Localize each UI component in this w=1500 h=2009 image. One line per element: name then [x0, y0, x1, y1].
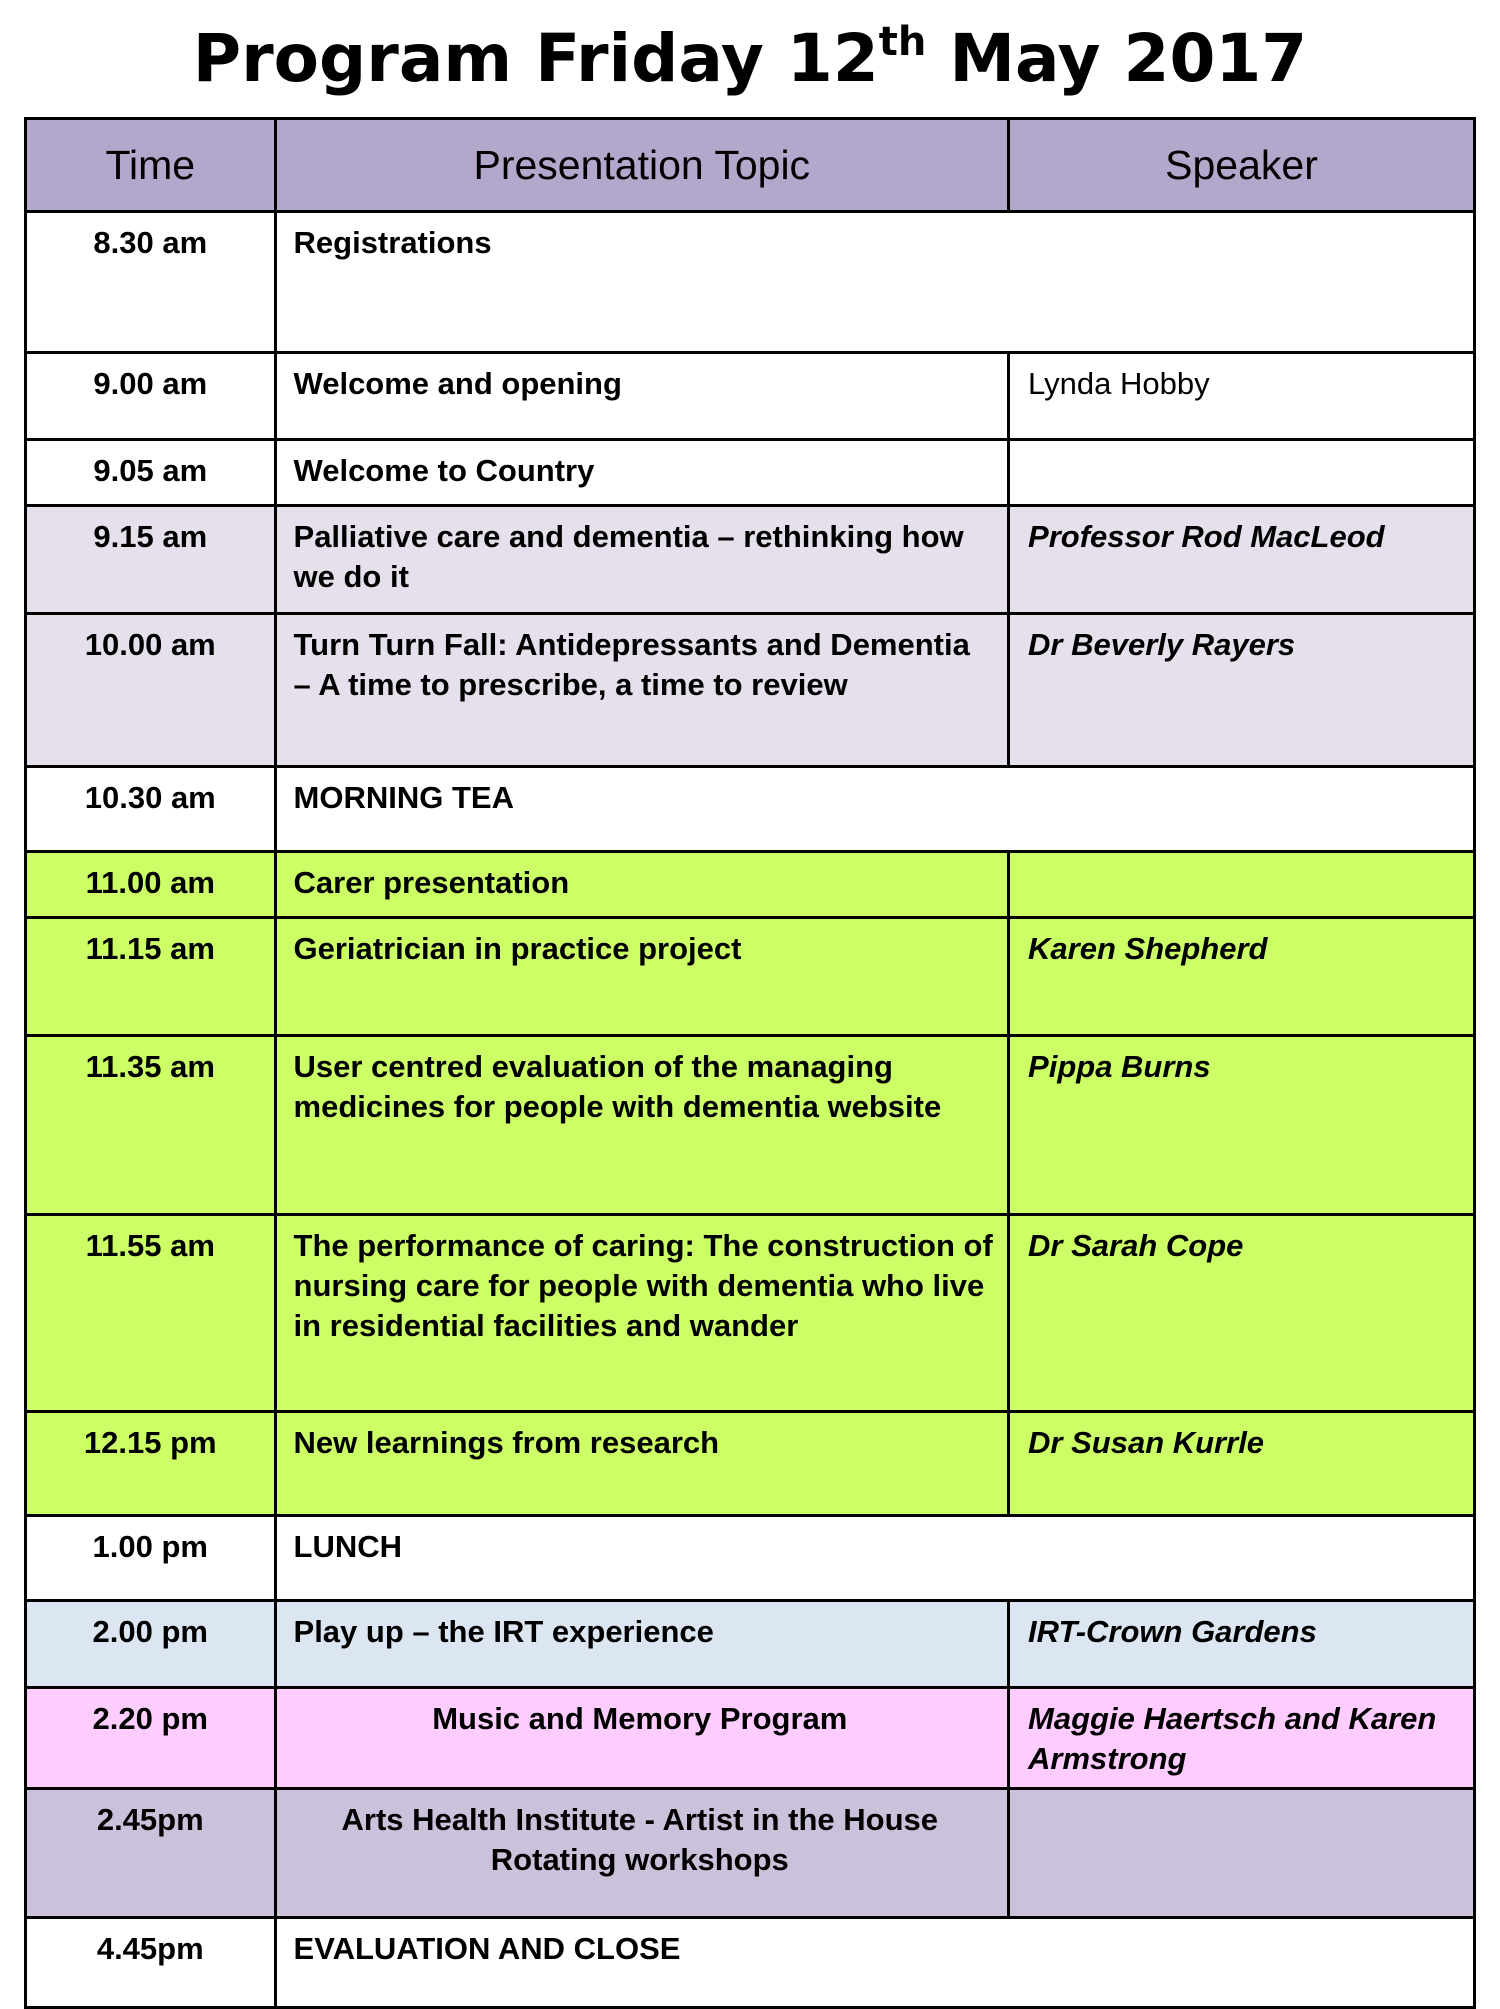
row-speaker: Maggie Haertsch and Karen Armstrong — [1009, 1688, 1475, 1789]
row-topic: Geriatrician in practice project — [275, 918, 1009, 1036]
row-speaker: Professor Rod MacLeod — [1009, 506, 1475, 614]
header-speaker: Speaker — [1009, 119, 1475, 212]
row-topic: Play up – the IRT experience — [275, 1601, 1009, 1688]
row-time: 2.00 pm — [26, 1601, 276, 1688]
row-time: 9.00 am — [26, 353, 276, 440]
table-row — [26, 767, 1475, 852]
program-table — [24, 117, 1476, 2009]
title-prefix: Program Friday 12 — [192, 20, 879, 97]
table-row — [26, 353, 1475, 440]
row-time: 11.55 am — [26, 1215, 276, 1412]
row-topic: Registrations — [275, 212, 1474, 353]
row-time: 10.30 am — [26, 767, 276, 852]
row-time: 4.45pm — [26, 1918, 276, 2008]
row-speaker: Karen Shepherd — [1009, 918, 1475, 1036]
table-row — [26, 614, 1475, 767]
row-time: 10.00 am — [26, 614, 276, 767]
row-speaker: Dr Beverly Rayers — [1009, 614, 1475, 767]
title-suffix: May 2017 — [926, 20, 1308, 97]
row-topic: Welcome and opening — [275, 353, 1009, 440]
row-topic: Welcome to Country — [275, 440, 1009, 506]
row-speaker: Dr Sarah Cope — [1009, 1215, 1475, 1412]
header-topic: Presentation Topic — [275, 119, 1009, 212]
row-speaker — [1009, 440, 1475, 506]
row-time: 9.15 am — [26, 506, 276, 614]
row-topic: MORNING TEA — [275, 767, 1474, 852]
row-time: 11.15 am — [26, 918, 276, 1036]
table-row — [26, 506, 1475, 614]
header-time: Time — [26, 119, 276, 212]
row-time: 2.45pm — [26, 1789, 276, 1918]
row-speaker: IRT-Crown Gardens — [1009, 1601, 1475, 1688]
row-topic: Palliative care and dementia – rethinking how we do it — [275, 506, 1009, 614]
row-speaker: Dr Susan Kurrle — [1009, 1412, 1475, 1516]
table-row — [26, 212, 1475, 353]
table-row — [26, 1412, 1475, 1516]
row-topic: EVALUATION AND CLOSE — [275, 1918, 1474, 2008]
table-row — [26, 1789, 1475, 1918]
row-topic: User centred evaluation of the managing medicines for people with dementia website — [275, 1036, 1009, 1215]
row-speaker: Lynda Hobby — [1009, 353, 1475, 440]
row-time: 2.20 pm — [26, 1688, 276, 1789]
table-row — [26, 1601, 1475, 1688]
table-row — [26, 1516, 1475, 1601]
row-time: 12.15 pm — [26, 1412, 276, 1516]
table-row — [26, 918, 1475, 1036]
table-header-row — [26, 119, 1475, 212]
row-topic: Turn Turn Fall: Antidepressants and Dementia – A time to prescribe, a time to review — [275, 614, 1009, 767]
table-row — [26, 1215, 1475, 1412]
table-row — [26, 852, 1475, 918]
table-row — [26, 1688, 1475, 1789]
row-time: 1.00 pm — [26, 1516, 276, 1601]
row-topic: The performance of caring: The construction of nursing care for people with dementia who live in residential facilities and wander — [275, 1215, 1009, 1412]
row-time: 11.35 am — [26, 1036, 276, 1215]
row-time: 11.00 am — [26, 852, 276, 918]
page-title — [0, 14, 1500, 113]
row-time: 9.05 am — [26, 440, 276, 506]
row-time: 8.30 am — [26, 212, 276, 353]
row-topic: Music and Memory Program — [275, 1688, 1009, 1789]
row-speaker — [1009, 852, 1475, 918]
title-superscript: th — [878, 19, 927, 65]
row-topic: New learnings from research — [275, 1412, 1009, 1516]
row-speaker: Pippa Burns — [1009, 1036, 1475, 1215]
row-speaker — [1009, 1789, 1475, 1918]
row-topic: Arts Health Institute - Artist in the House Rotating workshops — [275, 1789, 1009, 1918]
table-row — [26, 1918, 1475, 2008]
table-row — [26, 440, 1475, 506]
row-topic: LUNCH — [275, 1516, 1474, 1601]
row-topic: Carer presentation — [275, 852, 1009, 918]
table-row — [26, 1036, 1475, 1215]
